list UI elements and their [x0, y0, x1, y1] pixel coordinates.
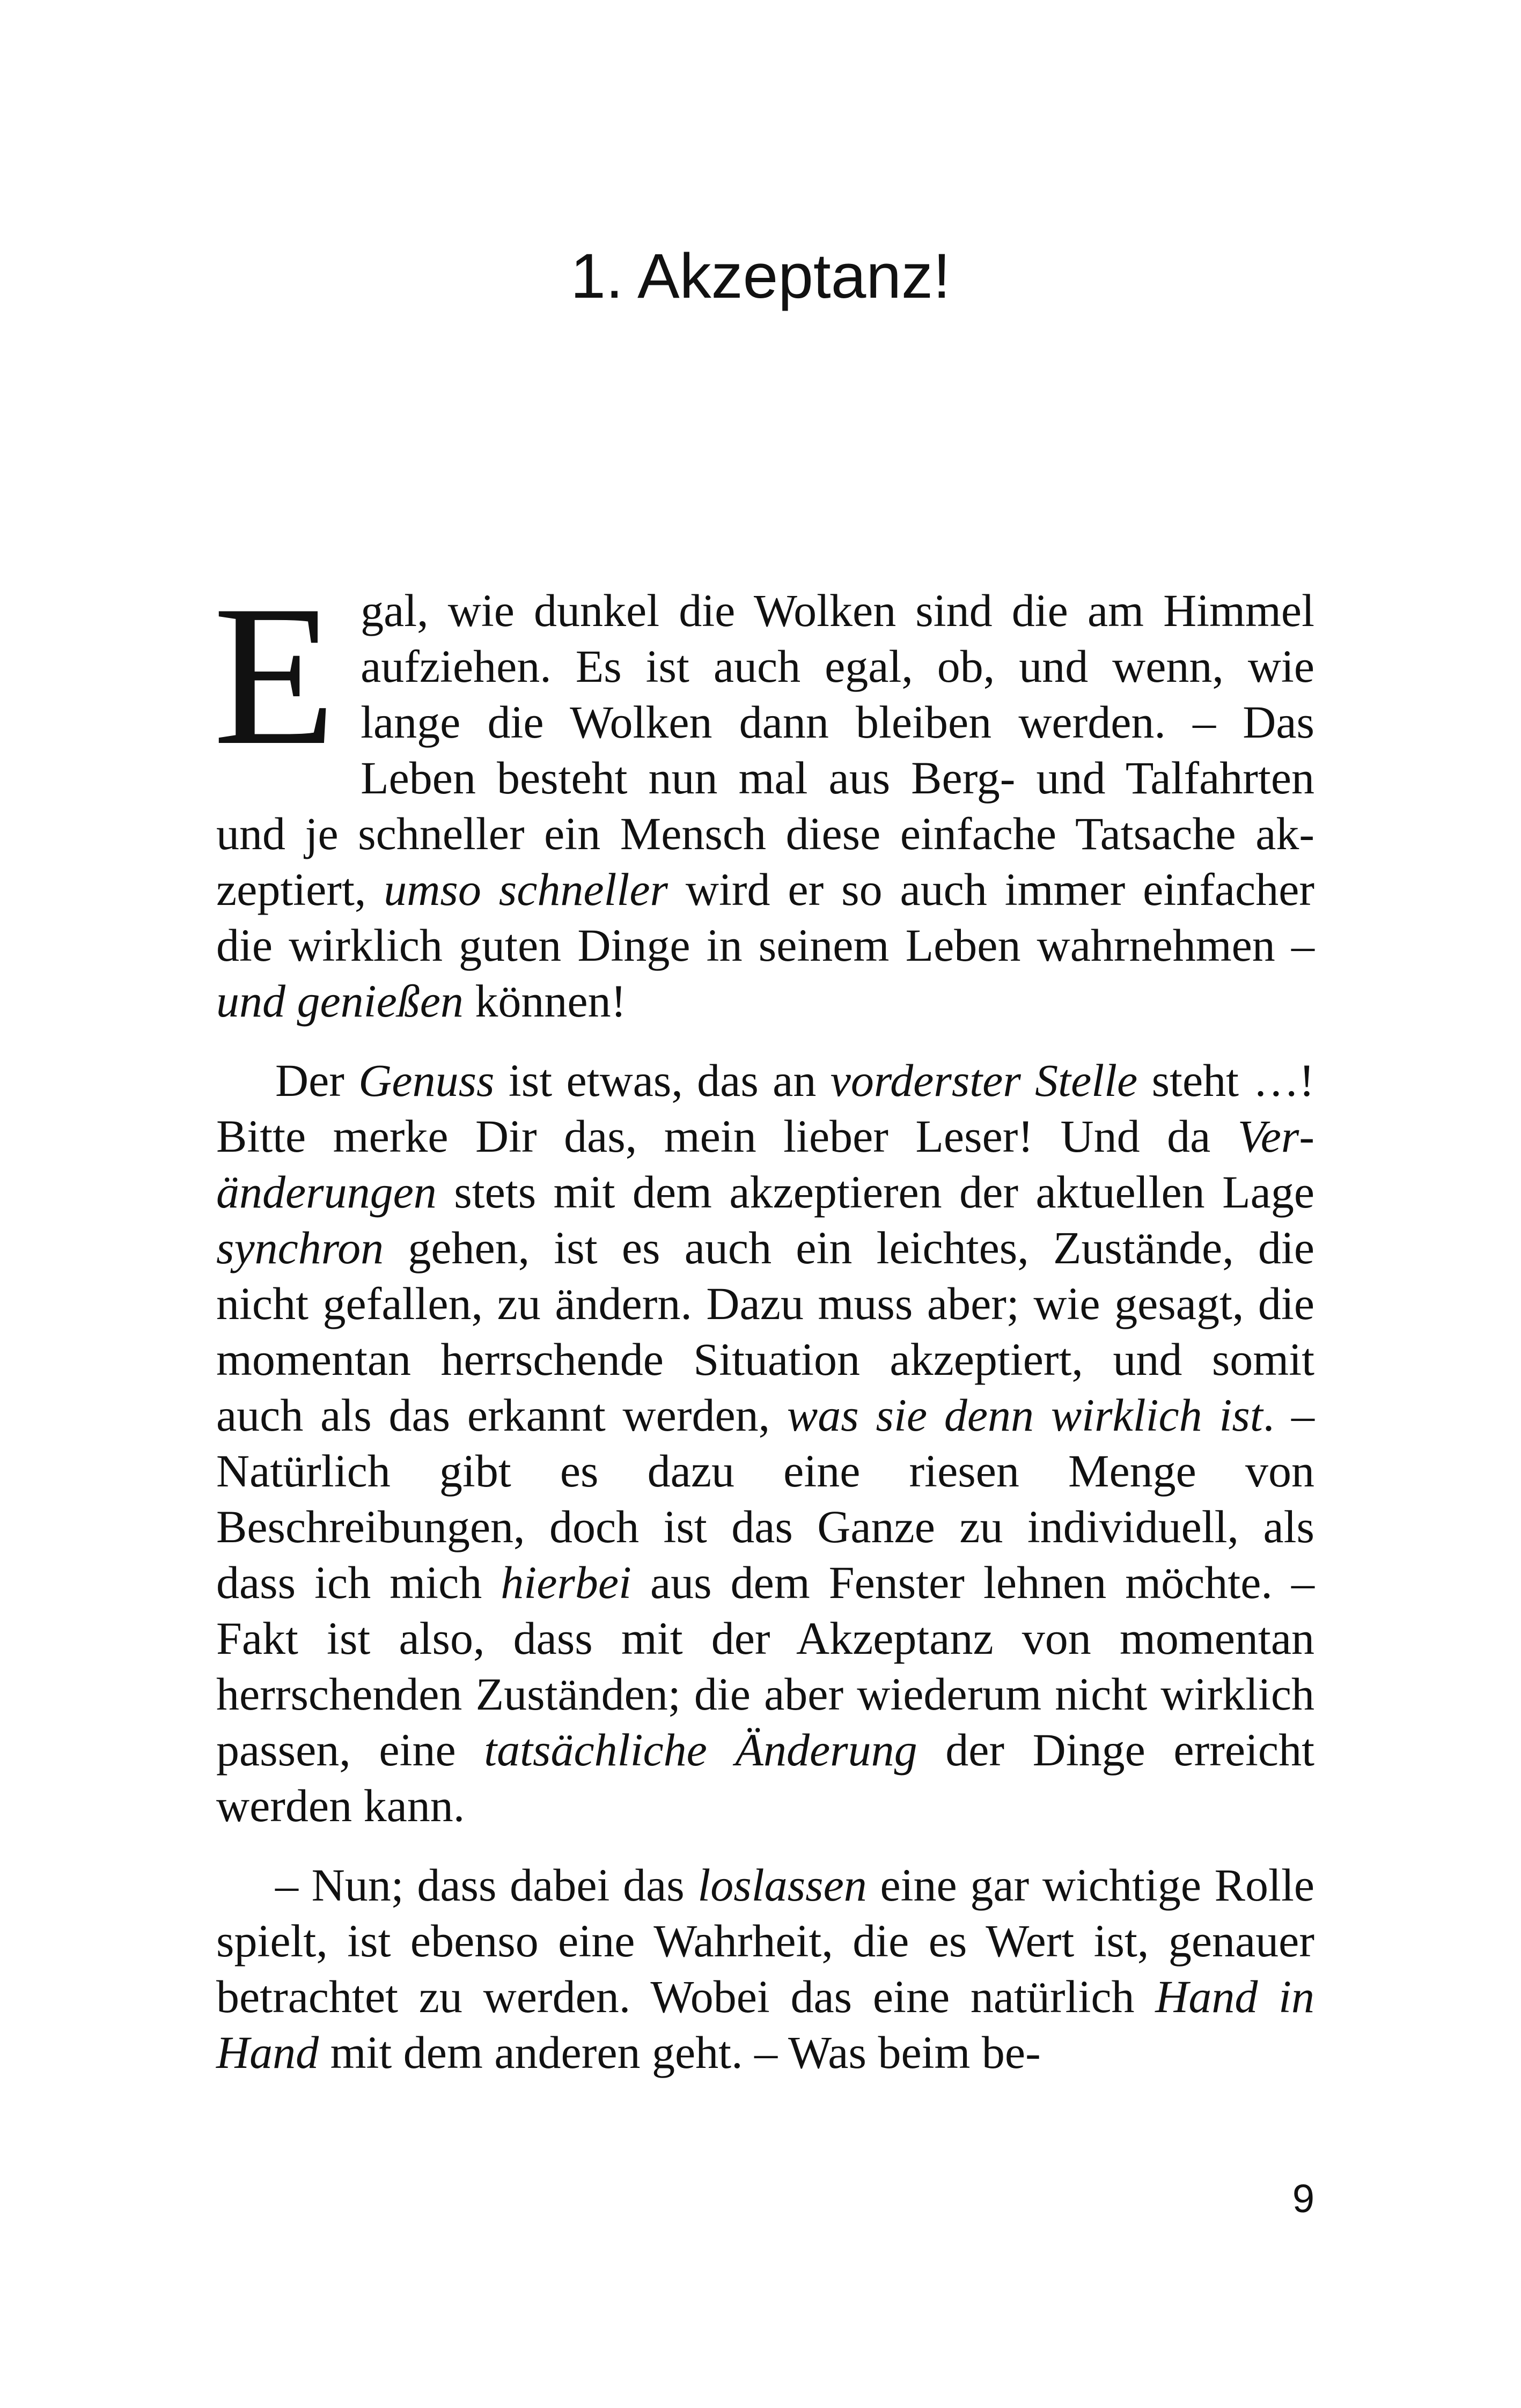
drop-cap: E	[213, 564, 336, 787]
text-segment: stets mit dem akzeptieren der aktuellen Lage	[436, 1166, 1314, 1218]
emphasis: umso schneller	[384, 864, 668, 915]
page-number: 9	[1292, 2176, 1314, 2221]
text-segment: . – Natürlich gibt es dazu eine riesen Menge von Beschreibungen, doch ist das Ganze zu individuell, als dass ich mich	[216, 1389, 1315, 1608]
emphasis: Veränderungen	[216, 1110, 1314, 1218]
paragraph-3	[216, 1857, 1314, 2080]
text-segment: wird er so auch immer einfacher die wirklich guten Dinge in seinem Leben wahrnehmen –	[216, 864, 1314, 971]
emphasis: loslassen	[697, 1859, 867, 1911]
emphasis: was sie denn wirklich ist	[787, 1389, 1263, 1441]
text-segment: aus dem Fenster lehnen möchte. – Fakt ist also, dass mit der Akzeptanz von momentan herrschenden Zuständen; die aber wiederum nicht wirklich passen, eine	[216, 1557, 1314, 1776]
emphasis: synchron	[216, 1222, 384, 1273]
emphasis: tatsächliche Änderung	[484, 1724, 917, 1776]
text-segment: eine gar wichtige Rolle spielt, ist ebenso eine Wahrheit, die es Wert ist, genauer betrachtet zu werden. Wobei das eine natürlich	[216, 1859, 1315, 2022]
text-segment: gehen, ist es auch ein leichtes, Zustände, die nicht gefallen, zu ändern. Dazu muss aber; wie gesagt, die momentan herrschende Situation akzeptiert, und somit auch als das erkannt werden,	[216, 1222, 1314, 1441]
paragraph-1	[213, 564, 1314, 1029]
text-segment: – Nun; dass dabei das	[275, 1859, 698, 1911]
body-text	[213, 564, 1315, 2080]
text-segment: steht …! Bitte merke Dir das, mein lieber Leser! Und da	[216, 1055, 1315, 1162]
emphasis: Hand in Hand	[216, 1971, 1315, 2078]
text-segment: Der	[275, 1055, 359, 1106]
text-segment: der Dinge erreicht werden kann.	[216, 1724, 1314, 1831]
text-segment: ist etwas, das an	[494, 1055, 831, 1106]
text-segment: mit dem anderen geht. – Was beim be-	[319, 2027, 1041, 2078]
emphasis: und genießen	[216, 975, 464, 1027]
paragraph-2	[216, 1052, 1314, 1833]
emphasis: hierbei	[501, 1557, 631, 1608]
text-segment: können!	[463, 975, 627, 1027]
emphasis: vorderster Stelle	[830, 1055, 1138, 1106]
chapter-title: 1. Akzeptanz!	[570, 241, 951, 312]
emphasis: Genuss	[358, 1055, 495, 1106]
text-segment: gal, wie dunkel die Wolken sind die am Himmel aufziehen. Es ist auch egal, ob, und wenn, wie lange die Wolken dann bleiben werden. – Das Leben besteht nun mal aus Berg- und Talfahrten und je schneller ein Mensch diese einfache Tatsache akzeptiert,	[216, 585, 1314, 915]
